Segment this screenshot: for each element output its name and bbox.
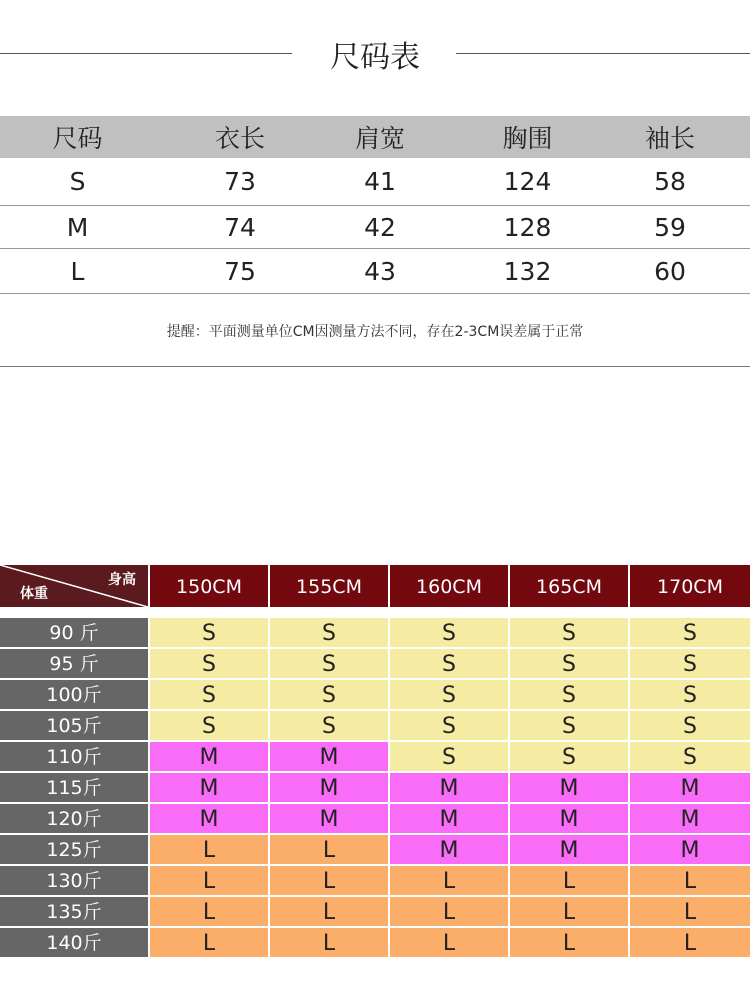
- table-row: [0, 649, 750, 678]
- weight-table-body: [0, 618, 750, 957]
- header-length: 衣长: [214, 124, 265, 153]
- size-cell: S: [390, 742, 508, 771]
- size-cell: S: [150, 649, 268, 678]
- cell-shoulder: 42: [364, 212, 396, 242]
- size-cell: L: [510, 928, 628, 957]
- size-cell: M: [150, 773, 268, 802]
- size-cell: S: [510, 618, 628, 647]
- size-cell: S: [150, 618, 268, 647]
- size-cell: M: [630, 773, 750, 802]
- height-header: 160CM: [390, 565, 508, 607]
- height-header: 150CM: [150, 565, 268, 607]
- size-cell: L: [270, 928, 388, 957]
- size-cell: L: [510, 866, 628, 895]
- cell-sleeve: 58: [654, 167, 686, 196]
- size-cell: S: [510, 711, 628, 740]
- table-row: [0, 206, 750, 249]
- cell-chest: 132: [503, 256, 552, 286]
- size-cell: L: [390, 866, 508, 895]
- size-cell: M: [390, 773, 508, 802]
- cell-length: 75: [224, 256, 256, 286]
- size-cell: S: [510, 649, 628, 678]
- size-cell: M: [510, 804, 628, 833]
- size-cell: S: [630, 742, 750, 771]
- cell-shoulder: 43: [364, 256, 396, 286]
- table-row: [0, 928, 750, 957]
- size-cell: L: [270, 835, 388, 864]
- weight-label: 135斤: [0, 897, 148, 926]
- size-cell: M: [150, 742, 268, 771]
- corner-weight-label: 体重: [20, 586, 48, 602]
- weight-table-header: [0, 565, 750, 607]
- size-cell: S: [510, 742, 628, 771]
- weight-label: 110斤: [0, 742, 148, 771]
- size-cell: M: [630, 804, 750, 833]
- cell-chest: 124: [503, 167, 552, 196]
- weight-label: 140斤: [0, 928, 148, 957]
- table-row: [0, 835, 750, 864]
- size-cell: L: [150, 897, 268, 926]
- cell-size: L: [70, 256, 85, 286]
- weight-label: 125斤: [0, 835, 148, 864]
- weight-label: 95 斤: [0, 649, 148, 678]
- weight-label: 90 斤: [0, 618, 148, 647]
- weight-label: 130斤: [0, 866, 148, 895]
- height-weight-table: [0, 565, 750, 959]
- cell-length: 73: [224, 167, 256, 196]
- size-cell: L: [630, 897, 750, 926]
- size-cell: M: [270, 742, 388, 771]
- size-cell: S: [270, 618, 388, 647]
- size-cell: S: [390, 711, 508, 740]
- size-cell: S: [150, 711, 268, 740]
- cell-shoulder: 41: [364, 167, 396, 196]
- measurement-note: 提醒：平面测量单位CM因测量方法不同，存在2-3CM误差属于正常: [0, 298, 750, 367]
- size-cell: S: [630, 711, 750, 740]
- table-row: [0, 897, 750, 926]
- table-row: [0, 866, 750, 895]
- size-cell: M: [150, 804, 268, 833]
- size-cell: S: [270, 711, 388, 740]
- size-cell: M: [270, 804, 388, 833]
- height-header: 155CM: [270, 565, 388, 607]
- size-cell: S: [270, 649, 388, 678]
- size-table-header: [0, 116, 750, 158]
- weight-label: 100斤: [0, 680, 148, 709]
- corner-height-label: 身高: [108, 572, 136, 588]
- height-header: 165CM: [510, 565, 628, 607]
- weight-label: 115斤: [0, 773, 148, 802]
- size-cell: L: [150, 866, 268, 895]
- table-row: [0, 249, 750, 294]
- size-cell: S: [390, 680, 508, 709]
- weight-label: 120斤: [0, 804, 148, 833]
- size-cell: S: [510, 680, 628, 709]
- table-row: [0, 158, 750, 206]
- size-cell: S: [630, 649, 750, 678]
- table-row: [0, 618, 750, 647]
- table-row: [0, 711, 750, 740]
- cell-chest: 128: [503, 212, 552, 242]
- table-row: [0, 680, 750, 709]
- cell-size: M: [66, 212, 89, 242]
- cell-length: 74: [224, 212, 256, 242]
- cell-sleeve: 60: [654, 256, 686, 286]
- size-cell: M: [270, 773, 388, 802]
- table-row: [0, 742, 750, 771]
- header-chest: 胸围: [502, 124, 553, 153]
- size-cell: M: [390, 835, 508, 864]
- size-cell: S: [150, 680, 268, 709]
- page-title: 尺码表: [330, 40, 420, 75]
- size-cell: M: [510, 773, 628, 802]
- corner-header-cell: [0, 565, 148, 607]
- header-sleeve: 袖长: [644, 124, 695, 153]
- cell-sleeve: 59: [654, 212, 686, 242]
- size-cell: S: [390, 649, 508, 678]
- size-cell: M: [390, 804, 508, 833]
- table-row: [0, 773, 750, 802]
- size-cell: S: [390, 618, 508, 647]
- size-cell: L: [390, 928, 508, 957]
- size-measurement-table: [0, 116, 750, 294]
- header-size: 尺码: [52, 124, 103, 153]
- size-cell: L: [150, 928, 268, 957]
- table-row: [0, 804, 750, 833]
- size-cell: L: [510, 897, 628, 926]
- size-cell: L: [270, 897, 388, 926]
- size-cell: L: [390, 897, 508, 926]
- size-cell: S: [630, 618, 750, 647]
- size-cell: M: [510, 835, 628, 864]
- cell-size: S: [69, 167, 86, 196]
- size-cell: S: [270, 680, 388, 709]
- height-header: 170CM: [630, 565, 750, 607]
- weight-label: 105斤: [0, 711, 148, 740]
- header-shoulder: 肩宽: [354, 124, 405, 153]
- size-cell: L: [630, 866, 750, 895]
- size-cell: S: [630, 680, 750, 709]
- size-cell: L: [150, 835, 268, 864]
- size-cell: L: [630, 928, 750, 957]
- size-cell: M: [630, 835, 750, 864]
- size-cell: L: [270, 866, 388, 895]
